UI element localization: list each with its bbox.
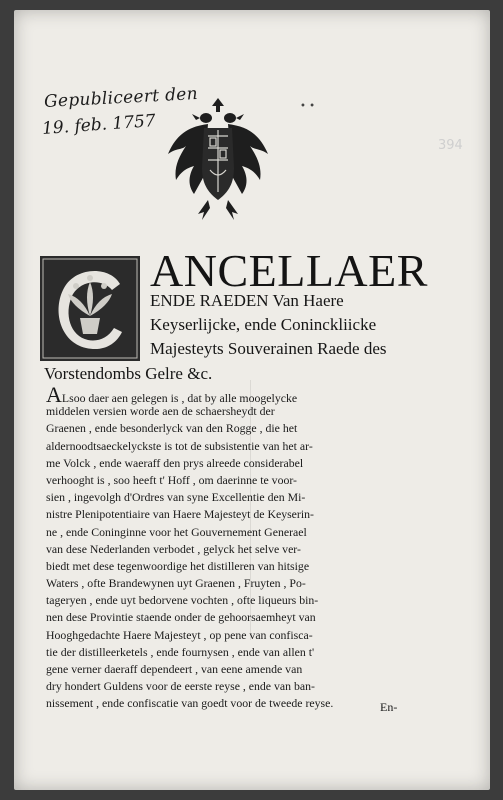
- imperial-eagle-crest-icon: [164, 96, 272, 226]
- body-line: me Volck , ende waeraff den prys alreede considerabel: [46, 455, 304, 470]
- decorated-initial-c-icon: [40, 256, 140, 361]
- body-line: middelen versien worde aen de schaersheydt der: [46, 404, 275, 419]
- body-line: tageryen , ende uyt bedorvene vochten , ofte liqueurs bin-: [46, 593, 319, 608]
- body-line: Graenen , ende besonderlyck van den Rogge , die het: [46, 421, 298, 436]
- page-number-stamp: 394: [438, 138, 463, 153]
- body-line: biedt met dese tegenwoordige het distilleren van hitsige: [46, 558, 310, 573]
- ink-dots: • •: [300, 101, 315, 112]
- heading-line-2: Keyserlijcke, ende Coninckliicke: [150, 315, 377, 334]
- handwritten-note-line1: Gepublicеert den: [43, 83, 199, 113]
- body-line: tie der distilleerketels , ende fournysen , ende van allen t': [46, 644, 315, 659]
- body-line: sien , ingevolgh d'Ordres van syne Excellentie den Mi-: [46, 490, 306, 505]
- heading-line-4: Vorstendombs Gelre &c.: [44, 364, 213, 383]
- body-line: nissement , ende confiscatie van goedt voor de tweede reyse.: [46, 696, 334, 711]
- body-line: ALsoo daer aen gelegen is , dat by alle moogelycke: [46, 382, 298, 407]
- heading-line-3: Majesteyts Souverainen Raede des: [150, 339, 387, 358]
- body-line: dry hondert Guldens voor de eerste reyse , ende van ban-: [46, 679, 315, 694]
- handwritten-note-line2: 19. feb. 1757: [41, 111, 157, 139]
- body-line: nistre Plenipotentiaire van Haere Majesteyt de Keyserin-: [46, 507, 314, 522]
- body-line: Waters , ofte Brandewynen uyt Graenen , Fruyten , Po-: [46, 576, 306, 591]
- body-line: aldernoodtsaeckelyckste is tot de subsistentie van het ar-: [46, 438, 313, 453]
- heading-line-1: ENDE RAEDEN Van Haere: [150, 291, 344, 310]
- body-line: nen dese Provintie staende onder de gehoorsaemheyt van: [46, 610, 316, 625]
- body-line: ne , ende Coninginne voor het Gouvernement Generael: [46, 524, 307, 539]
- body-line: Hooghgedachte Haere Majesteyt , op pene van confisca-: [46, 627, 313, 642]
- document-title: ANCELLAER: [150, 245, 428, 296]
- body-text: [46, 382, 402, 713]
- body-line: gene verner daeraff dependeert , van eene amende van: [46, 662, 303, 676]
- catchword: En-: [380, 700, 398, 714]
- body-line: van dese Nederlanden verbodet , gelyck het selve ver-: [46, 541, 301, 556]
- body-line: verhooght is , soo heeft t' Hoff , om daerinne te voor-: [46, 472, 297, 487]
